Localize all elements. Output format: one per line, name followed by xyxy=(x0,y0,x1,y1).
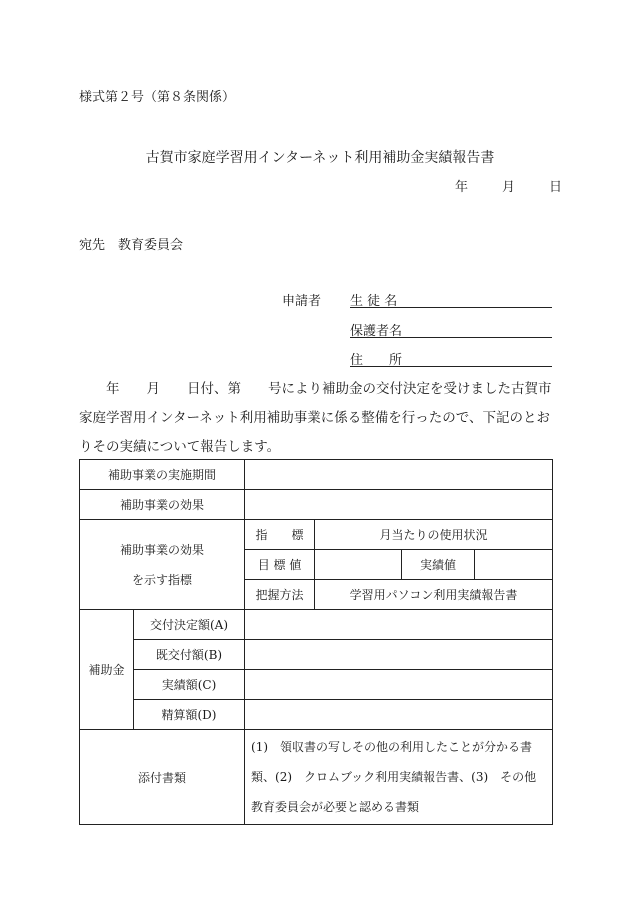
address-field: 住 所 xyxy=(350,349,552,367)
indicator-value: 月当たりの使用状況 xyxy=(315,520,553,550)
date-line xyxy=(455,176,562,195)
attachment-line: 類、(2) クロムブック利用実績報告書、(3) その他 xyxy=(251,770,537,784)
subsidy-row-label: 交付決定額(A) xyxy=(134,610,245,640)
attachments-label: 添付書類 xyxy=(80,730,245,825)
body-line: 年 月 日付、第 号により補助金の交付決定を受けました古賀市 xyxy=(79,381,552,397)
attachments-text xyxy=(245,730,553,825)
subsidy-value-cell xyxy=(245,700,553,730)
date-day: 日 xyxy=(549,180,563,195)
student-name-field: 生 徒 名 xyxy=(350,290,552,308)
attachment-line: 教育委員会が必要と認める書類 xyxy=(251,800,420,814)
subsidy-row-label: 精算額(D) xyxy=(134,700,245,730)
period-label: 補助事業の実施期間 xyxy=(80,460,245,490)
method-value: 学習用パソコン利用実績報告書 xyxy=(315,580,553,610)
date-year: 年 xyxy=(455,180,469,195)
report-table xyxy=(79,459,553,825)
subsidy-row-label: 実績額(C) xyxy=(134,670,245,700)
date-month: 月 xyxy=(502,180,516,195)
indicator-label-line: 補助事業の効果 xyxy=(120,542,205,557)
guardian-name-field: 保護者名 xyxy=(350,320,552,338)
document-title: 古賀市家庭学習用インターネット利用補助金実績報告書 xyxy=(145,150,495,166)
target-value-cell xyxy=(315,550,402,580)
period-value-cell xyxy=(245,460,553,490)
actual-key: 実績値 xyxy=(402,550,475,580)
method-key: 把握方法 xyxy=(245,580,315,610)
effect-label: 補助事業の効果 xyxy=(80,490,245,520)
subsidy-value-cell xyxy=(245,640,553,670)
addressee: 宛先 教育委員会 xyxy=(79,238,184,253)
effect-value-cell xyxy=(245,490,553,520)
report-body xyxy=(79,375,559,462)
applicant-label: 申請者 xyxy=(282,294,322,309)
actual-value-cell xyxy=(475,550,553,580)
subsidy-value-cell xyxy=(245,610,553,640)
subsidy-row-label: 既交付額(B) xyxy=(134,640,245,670)
indicator-key: 指 標 xyxy=(245,520,315,550)
attachment-line: (1) 領収書の写しその他の利用したことが分かる書 xyxy=(251,740,533,754)
body-line: 家庭学習用インターネット利用補助事業に係る整備を行ったので、下記のとお xyxy=(79,410,551,426)
body-line: りその実績について報告します。 xyxy=(79,439,281,455)
subsidy-label: 補助金 xyxy=(80,610,134,730)
indicator-label-line: を示す指標 xyxy=(132,572,193,587)
target-key: 目 標 値 xyxy=(245,550,315,580)
form-number: 様式第２号（第８条関係） xyxy=(79,90,236,105)
subsidy-value-cell xyxy=(245,670,553,700)
indicator-label xyxy=(80,520,245,610)
